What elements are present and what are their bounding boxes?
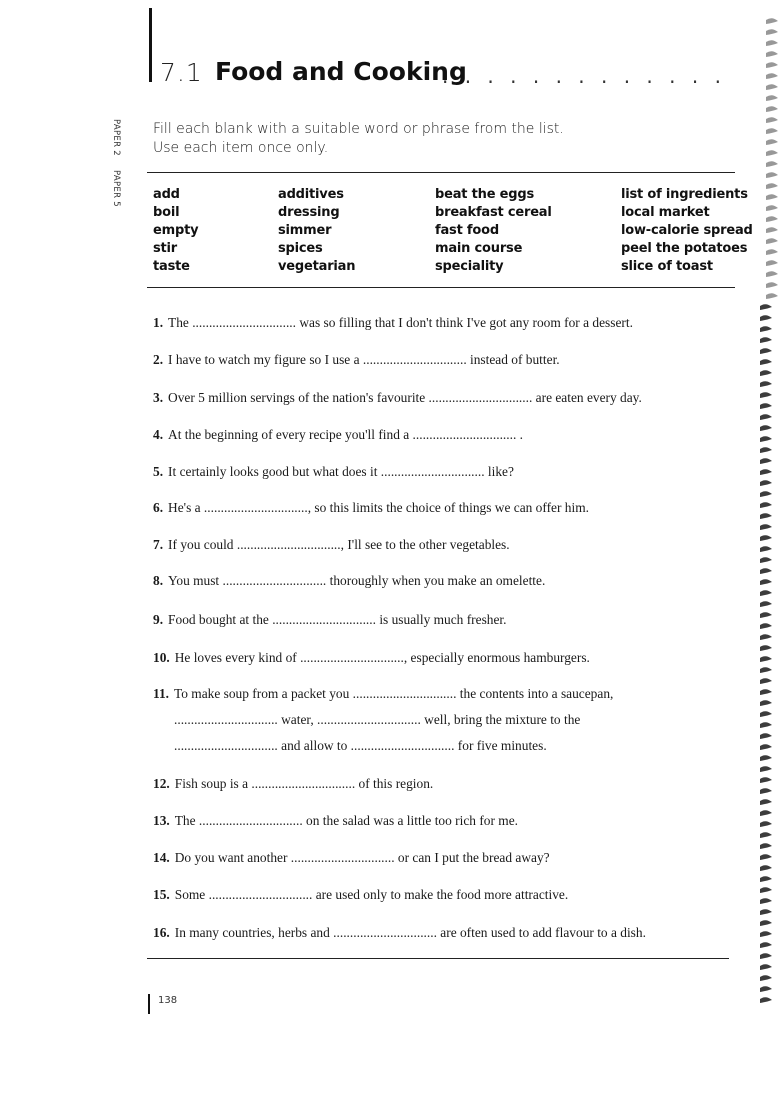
question-number: 7. [153,537,164,552]
question-3 [153,390,642,406]
question-text: To make soup from a packet you ............................... the contents into a saucepan, [174,686,614,701]
binding-coil [760,634,772,640]
binding-coil [760,744,772,750]
binding-coil [760,524,772,530]
binding-coil [766,29,778,35]
binding-coil [760,799,772,805]
question-number: 13. [153,813,170,828]
word-item: low-calorie spread [621,223,753,238]
binding-coil [760,590,772,596]
binding-coil [760,568,772,574]
word-item: beat the eggs [435,187,535,202]
binding-coil [766,18,778,24]
binding-coil [760,491,772,497]
question-number: 10. [153,650,170,665]
binding-coil [766,117,778,123]
binding-coil [766,128,778,134]
side-tab-paper-5: PAPER 5 [111,170,121,208]
question-number: 9. [153,612,164,627]
word-item: local market [621,205,710,220]
binding-coil [766,227,778,233]
word-item: peel the potatoes [621,241,748,256]
question-13 [153,813,518,829]
binding-coil [766,172,778,178]
binding-coil [760,821,772,827]
footer-rule [147,958,729,959]
binding-coil [760,458,772,464]
binding-coil [760,612,772,618]
word-item: add [153,187,180,202]
question-number: 14. [153,850,170,865]
question-text: At the beginning of every recipe you'll find a ............................... . [168,427,524,442]
binding-coil [766,238,778,244]
word-item: main course [435,241,523,256]
word-item: spices [278,241,323,256]
binding-coil [766,282,778,288]
binding-coil [760,931,772,937]
binding-coil [760,953,772,959]
question-number: 15. [153,887,170,902]
binding-coil [760,898,772,904]
word-item: boil [153,205,180,220]
page-number-rule [148,994,150,1014]
page-number: 138 [158,995,178,1006]
binding-coil [766,51,778,57]
binding-coil [760,623,772,629]
binding-coil [760,865,772,871]
question-number: 5. [153,464,164,479]
question-7 [153,537,510,553]
word-list-column-4 [621,186,753,276]
binding-coil [760,436,772,442]
binding-coil [766,40,778,46]
binding-coil [760,733,772,739]
title-rule [149,8,152,82]
binding-coil [760,711,772,717]
question-text: If you could ..............................., I'll see to the other vegetables. [168,537,510,552]
question-number: 16. [153,925,170,940]
binding-coil [760,337,772,343]
question-5 [153,464,514,480]
binding-coil [760,370,772,376]
binding-coil [760,645,772,651]
binding-coil [766,73,778,79]
binding-coil [766,249,778,255]
instructions [153,120,564,158]
question-text: You must ............................... thoroughly when you make an omelette. [168,573,546,588]
binding-coil [766,150,778,156]
title-leader-dots: . . . . . . . . . . . . . [442,64,726,88]
binding-coil [760,502,772,508]
binding-coil [760,678,772,684]
word-item: list of ingredients [621,187,748,202]
word-item: speciality [435,259,504,274]
question-text: The ............................... on the salad was a little too rich for me. [174,813,518,828]
binding-coil [760,381,772,387]
instructions-line-2: Use each item once only. [153,140,329,156]
binding-coil [760,788,772,794]
binding-coil [760,942,772,948]
word-item: additives [278,187,344,202]
word-item: dressing [278,205,340,220]
word-item: stir [153,241,178,256]
question-number: 2. [153,352,164,367]
binding-coil [760,656,772,662]
question-text: Over 5 million servings of the nation's favourite ............................... are eaten every day. [168,390,642,405]
binding-coil [760,425,772,431]
word-list-bottom-rule [147,287,735,288]
word-list-column-3 [435,186,552,276]
binding-coil [760,689,772,695]
binding-coil [766,271,778,277]
binding-coil [760,535,772,541]
binding-coil [760,920,772,926]
word-item: vegetarian [278,259,356,274]
question-text: Do you want another ............................... or can I put the bread away? [174,850,550,865]
question-number: 11. [153,686,169,701]
question-12 [153,776,433,792]
binding-coil [766,194,778,200]
binding-coil [760,777,772,783]
page-title: Food and Cooking [215,57,467,86]
instructions-line-1: Fill each blank with a suitable word or phrase from the list. [153,121,564,137]
binding-coil [760,722,772,728]
word-list-top-rule [147,172,735,173]
question-number: 3. [153,390,164,405]
binding-coil [760,975,772,981]
binding-coil [760,513,772,519]
question-8 [153,573,545,589]
binding-coil [760,843,772,849]
binding-coil [760,403,772,409]
binding-coil [760,810,772,816]
binding-coil [766,62,778,68]
question-text: ............................... water, ............................... well, bring the mixture to the [174,712,581,727]
binding-coil [760,326,772,332]
binding-coil [760,469,772,475]
binding-coil [760,447,772,453]
question-text: I have to watch my figure so I use a ............................... instead of butter. [168,352,560,367]
question-text: The ............................... was so filling that I don't think I've got any room for a dessert. [168,315,633,330]
binding-coil [760,359,772,365]
binding-coil [760,832,772,838]
binding-coil [760,755,772,761]
question-text: He's a ..............................., so this limits the choice of things we can offer him. [168,500,589,515]
question-number: 6. [153,500,164,515]
question-text: Some ............................... are used only to make the food more attractive. [174,887,569,902]
binding-coil [760,304,772,310]
question-16 [153,925,646,941]
binding-coil [766,183,778,189]
word-item: taste [153,259,190,274]
binding-coil [760,601,772,607]
binding-coil [760,876,772,882]
binding-coil [760,348,772,354]
binding-coil [760,579,772,585]
question-6 [153,500,589,516]
binding-coil [766,106,778,112]
question-text: Fish soup is a ............................... of this region. [174,776,434,791]
binding-coil [760,854,772,860]
binding-coil [760,986,772,992]
binding-coil [766,84,778,90]
question-11-line-3 [174,738,547,754]
binding-coil [766,95,778,101]
binding-coil [760,480,772,486]
word-item: slice of toast [621,259,713,274]
question-15 [153,887,568,903]
binding-coil [760,667,772,673]
question-text: It certainly looks good but what does it ............................... like? [168,464,514,479]
question-2 [153,352,560,368]
section-number: 7.1 [160,58,203,87]
question-number: 4. [153,427,164,442]
spiral-binding [742,0,779,1020]
word-item: empty [153,223,199,238]
word-list-column-2 [278,186,355,276]
binding-coil [766,260,778,266]
binding-coil [760,392,772,398]
word-list-column-1 [153,186,198,276]
binding-coil [760,766,772,772]
question-14 [153,850,550,866]
question-11 [153,686,613,702]
question-number: 12. [153,776,170,791]
binding-coil [760,414,772,420]
side-tab-paper-2: PAPER 2 [111,119,121,157]
word-item: fast food [435,223,499,238]
binding-coil [766,139,778,145]
binding-coil [760,700,772,706]
word-item: simmer [278,223,332,238]
question-text: Food bought at the ............................... is usually much fresher. [168,612,507,627]
question-number: 8. [153,573,164,588]
binding-coil [766,293,778,299]
binding-coil [760,887,772,893]
question-number: 1. [153,315,164,330]
binding-coil [760,546,772,552]
question-1 [153,315,633,331]
binding-coil [760,909,772,915]
question-11-line-2 [174,712,580,728]
question-9 [153,612,507,628]
binding-coil [760,964,772,970]
binding-coil [760,997,772,1003]
question-text: In many countries, herbs and ............................... are often used to add flavour to a dish. [174,925,646,940]
binding-coil [766,216,778,222]
binding-coil [760,315,772,321]
word-item: breakfast cereal [435,205,552,220]
question-10 [153,650,590,666]
question-4 [153,427,523,443]
question-text: He loves every kind of ..............................., especially enormous hamburgers. [174,650,590,665]
binding-coil [766,161,778,167]
binding-coil [766,205,778,211]
question-text: ............................... and allow to ............................... for five minutes. [174,738,547,753]
binding-coil [760,557,772,563]
